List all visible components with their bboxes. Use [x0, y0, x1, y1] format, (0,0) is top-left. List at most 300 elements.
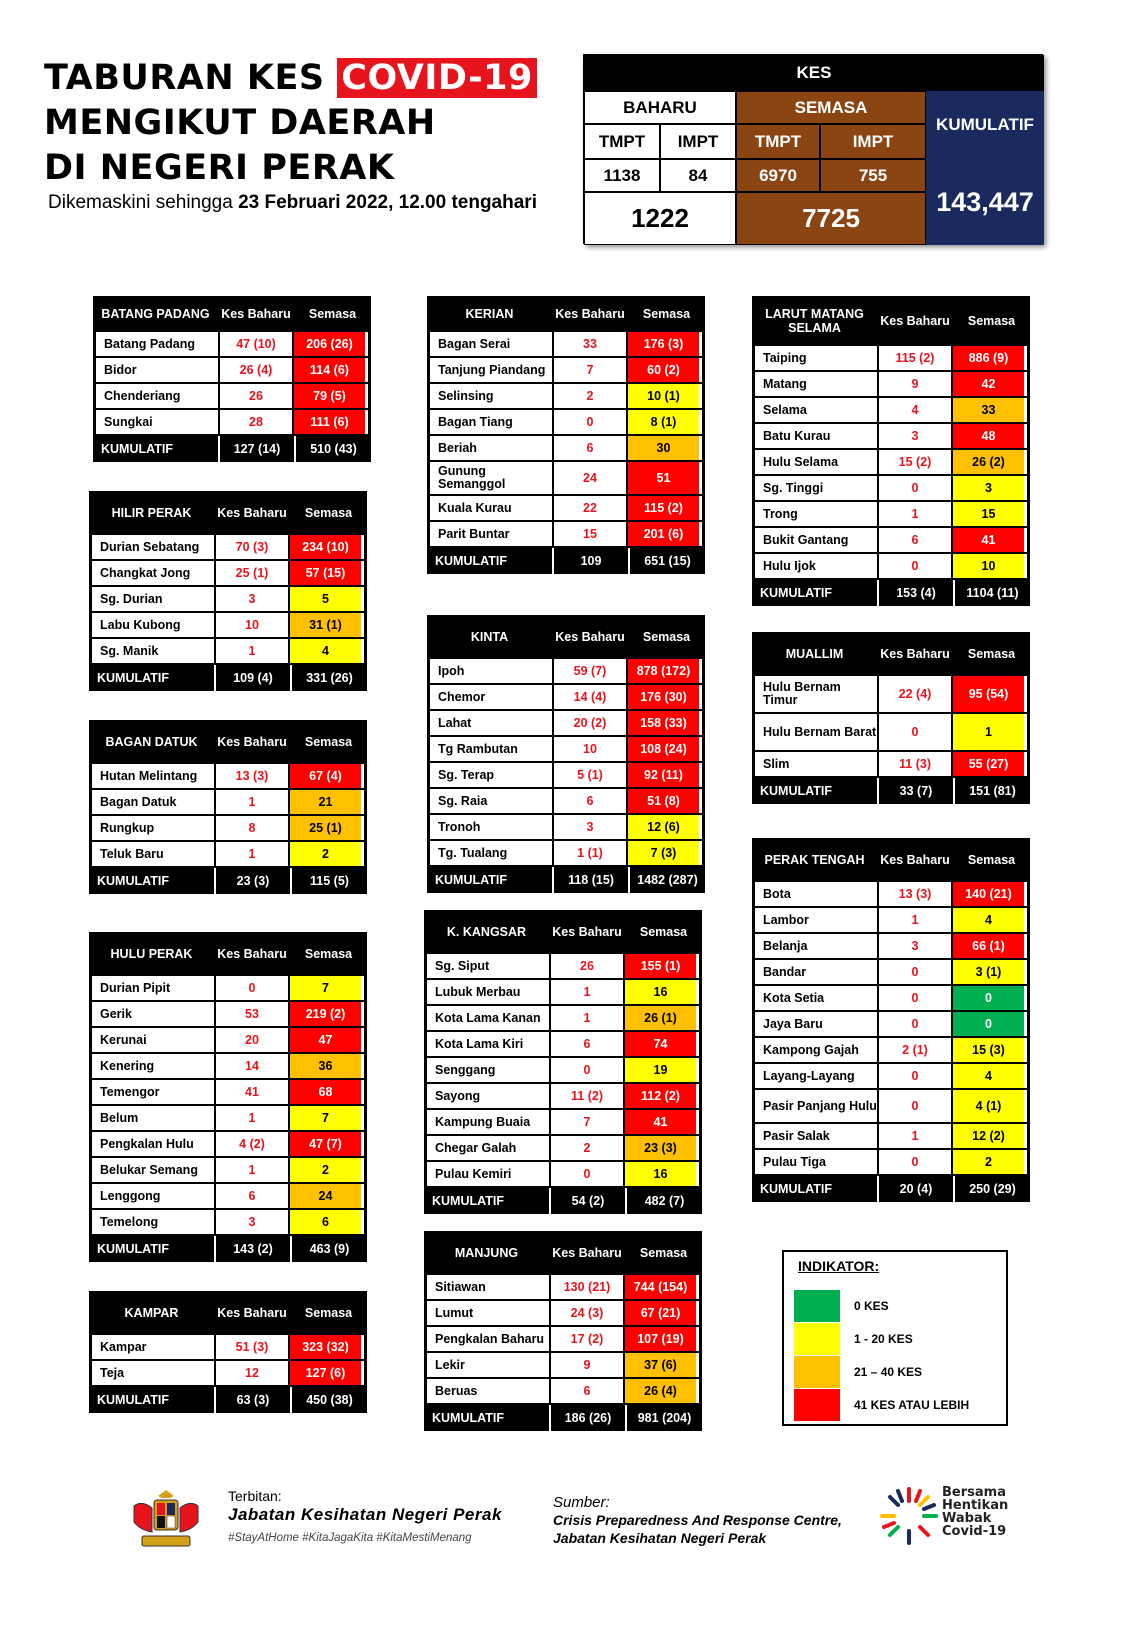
kes-baharu-value: 1 [214, 842, 290, 866]
kes-baharu-value: 0 [877, 1064, 953, 1088]
col-kes-baharu: Kes Baharu [555, 630, 625, 644]
kes-baharu-value: 26 [549, 954, 625, 978]
kes-baharu-value: 12 [214, 1361, 290, 1385]
semasa-value: 16 [625, 980, 696, 1004]
kes-baharu-value: 14 (4) [552, 685, 628, 709]
kes-baharu-value: 0 [877, 476, 953, 500]
table-row [424, 1058, 702, 1084]
semasa-value: 6 [290, 1210, 361, 1234]
area-name: Lubuk Merbau [427, 980, 549, 1004]
area-name: Temengor [92, 1080, 214, 1104]
kumulatif-row [93, 436, 371, 462]
area-name: Sg. Siput [427, 954, 549, 978]
indicator-label: 21 – 40 KES [854, 1365, 923, 1379]
indicator-swatch-yellow [794, 1323, 840, 1355]
area-name: Pasir Salak [755, 1124, 877, 1148]
total-semasa: 115 (5) [290, 868, 367, 894]
kes-baharu-value: 11 (2) [549, 1084, 625, 1108]
district-table-hulu-perak [89, 932, 367, 1262]
area-name: Sg. Raia [430, 789, 552, 813]
kes-baharu-value: 25 (1) [214, 561, 290, 585]
table-row [752, 1064, 1030, 1090]
semasa-value: 47 [290, 1028, 361, 1052]
district-name: MANJUNG [454, 1246, 519, 1260]
kes-baharu-value: 1 [214, 1106, 290, 1130]
table-row [427, 789, 705, 815]
publisher-label: Terbitan: [228, 1488, 282, 1504]
table-row [89, 976, 367, 1002]
semasa-value: 2 [290, 1158, 361, 1182]
total-baharu: 153 (4) [877, 580, 953, 606]
summary-box [583, 54, 1043, 244]
update-note-prefix: Dikemaskini sehingga [48, 192, 239, 213]
semasa-value: 68 [290, 1080, 361, 1104]
kumulatif-row [427, 548, 705, 574]
kes-baharu-value: 3 [214, 1210, 290, 1234]
kes-baharu-value: 15 (2) [877, 450, 953, 474]
semasa-value: 201 (6) [628, 522, 699, 546]
table-row [427, 436, 705, 462]
table-row [93, 332, 371, 358]
semasa-value: 47 (7) [290, 1132, 361, 1156]
total-semasa: 250 (29) [953, 1176, 1030, 1202]
area-name: Hulu Ijok [755, 554, 877, 578]
table-row [427, 685, 705, 711]
semasa-value: 23 (3) [625, 1136, 696, 1160]
kumulatif-label: KUMULATIF [760, 784, 832, 798]
kes-baharu-value: 3 [552, 815, 628, 839]
col-kes-baharu: Kes Baharu [217, 506, 287, 520]
area-name: Tg Rambutan [430, 737, 552, 761]
kes-baharu-value: 51 (3) [214, 1335, 290, 1359]
table-header [752, 296, 1030, 346]
area-name: Chegar Galah [427, 1136, 549, 1160]
semasa-value: 16 [625, 1162, 696, 1186]
table-row [89, 561, 367, 587]
semasa-value: 219 (2) [290, 1002, 361, 1026]
semasa-value: 744 (154) [625, 1275, 696, 1299]
total-baharu: 109 (4) [214, 665, 290, 691]
semasa-value: 24 [290, 1184, 361, 1208]
kes-baharu-value: 7 [549, 1110, 625, 1134]
table-row [752, 882, 1030, 908]
area-name: Sg. Terap [430, 763, 552, 787]
area-name: Sg. Tinggi [755, 476, 877, 500]
table-header [752, 838, 1030, 882]
semasa-value: 4 [290, 639, 361, 663]
col-kes-baharu: Kes Baharu [880, 647, 950, 661]
table-row [427, 332, 705, 358]
district-table-kerian [427, 296, 705, 574]
table-row [752, 908, 1030, 934]
col-kes-baharu: Kes Baharu [552, 1246, 622, 1260]
kes-baharu-value: 3 [214, 587, 290, 611]
semasa-value: 26 (2) [953, 450, 1024, 474]
source-label: Sumber: [553, 1494, 610, 1511]
semasa-value: 886 (9) [953, 346, 1024, 370]
semasa-value: 15 (3) [953, 1038, 1024, 1062]
district-table-k-kangsar [424, 910, 702, 1214]
table-header [427, 615, 705, 659]
district-name: HULU PERAK [110, 947, 193, 961]
table-row [89, 1184, 367, 1210]
total-semasa: 331 (26) [290, 665, 367, 691]
table-row [752, 960, 1030, 986]
area-name: Lambor [755, 908, 877, 932]
indicator-legend [782, 1250, 1008, 1426]
col-semasa: Semasa [642, 307, 691, 321]
kes-baharu-value: 70 (3) [214, 535, 290, 559]
table-row [424, 980, 702, 1006]
kes-baharu-value: 1 [214, 1158, 290, 1182]
kes-baharu-value: 0 [549, 1162, 625, 1186]
total-baharu: 63 (3) [214, 1387, 290, 1413]
semasa-value: 95 (54) [953, 676, 1024, 712]
semasa-value: 66 (1) [953, 934, 1024, 958]
kumulatif-label: KUMULATIF [760, 1182, 832, 1196]
source-line1: Crisis Preparedness And Response Centre, [553, 1512, 842, 1528]
kes-baharu-value: 1 [877, 1124, 953, 1148]
semasa-value: 3 [953, 476, 1024, 500]
table-row [89, 587, 367, 613]
kes-baharu-value: 1 [214, 639, 290, 663]
table-row [89, 1054, 367, 1080]
kes-baharu-value: 53 [214, 1002, 290, 1026]
semasa-value: 57 (15) [290, 561, 361, 585]
area-name: Matang [755, 372, 877, 396]
area-name: Ipoh [430, 659, 552, 683]
summary-semasa-impt: 755 [820, 159, 926, 192]
area-name: Bagan Serai [430, 332, 552, 356]
area-name: Beriah [430, 436, 552, 460]
area-name: Kota Lama Kiri [427, 1032, 549, 1056]
semasa-value: 234 (10) [290, 535, 361, 559]
table-row [427, 358, 705, 384]
indicator-swatch-red [794, 1389, 840, 1421]
kes-baharu-value: 17 (2) [549, 1327, 625, 1351]
table-row [752, 502, 1030, 528]
kes-baharu-value: 15 [552, 522, 628, 546]
kes-baharu-value: 8 [214, 816, 290, 840]
kumulatif-row [752, 778, 1030, 804]
kes-baharu-value: 3 [877, 934, 953, 958]
area-name: Hulu Selama [755, 450, 877, 474]
semasa-value: 7 [290, 1106, 361, 1130]
summary-baharu-impt: 84 [660, 159, 736, 192]
area-name: Selinsing [430, 384, 552, 408]
table-row [93, 384, 371, 410]
semasa-value: 41 [625, 1110, 696, 1134]
indicator-swatch-orange [794, 1356, 840, 1388]
hashtags: #StayAtHome #KitaJagaKita #KitaMestiMenang [228, 1532, 472, 1544]
area-name: Kampar [92, 1335, 214, 1359]
kumulatif-label: KUMULATIF [97, 1393, 169, 1407]
col-kes-baharu: Kes Baharu [552, 925, 622, 939]
col-kes-baharu: Kes Baharu [880, 853, 950, 867]
kes-baharu-value: 20 [214, 1028, 290, 1052]
col-semasa: Semasa [967, 853, 1016, 867]
col-semasa: Semasa [639, 1246, 688, 1260]
table-row [89, 764, 367, 790]
area-name: Slim [755, 752, 877, 776]
table-row [752, 1038, 1030, 1064]
semasa-value: 323 (32) [290, 1335, 361, 1359]
indicator-swatch-green [794, 1290, 840, 1322]
kes-baharu-value: 13 (3) [214, 764, 290, 788]
title-line1: TABURAN KES [44, 58, 338, 98]
kumulatif-label: KUMULATIF [97, 874, 169, 888]
source-line2: Jabatan Kesihatan Negeri Perak [553, 1530, 767, 1546]
table-row [427, 711, 705, 737]
semasa-value: 108 (24) [628, 737, 699, 761]
area-name: Durian Pipit [92, 976, 214, 1000]
table-row [424, 1136, 702, 1162]
area-name: Tanjung Piandang [430, 358, 552, 382]
kes-baharu-value: 1 [214, 790, 290, 814]
area-name: Trong [755, 502, 877, 526]
semasa-value: 33 [953, 398, 1024, 422]
kes-baharu-value: 115 (2) [877, 346, 953, 370]
col-semasa: Semasa [639, 925, 688, 939]
semasa-value: 60 (2) [628, 358, 699, 382]
table-row [424, 1084, 702, 1110]
table-row [427, 737, 705, 763]
col-kes-baharu: Kes Baharu [217, 1306, 287, 1320]
semasa-value: 155 (1) [625, 954, 696, 978]
table-row [89, 613, 367, 639]
table-row [752, 676, 1030, 714]
table-row [427, 462, 705, 496]
area-name: Belukar Semang [92, 1158, 214, 1182]
district-name: BAGAN DATUK [105, 735, 198, 749]
district-table-batang-padang [93, 296, 371, 462]
total-semasa: 151 (81) [953, 778, 1030, 804]
area-name: Batang Padang [96, 332, 218, 356]
table-row [89, 1080, 367, 1106]
semasa-value: 79 (5) [294, 384, 365, 408]
kes-baharu-value: 0 [877, 1012, 953, 1036]
district-name: KINTA [470, 630, 509, 644]
kes-baharu-value: 1 [877, 908, 953, 932]
area-name: Durian Sebatang [92, 535, 214, 559]
kumulatif-label: KUMULATIF [97, 671, 169, 685]
table-row [427, 841, 705, 867]
semasa-value: 7 (3) [628, 841, 699, 865]
kes-baharu-value: 0 [552, 410, 628, 434]
semasa-value: 30 [628, 436, 699, 460]
area-name: Teja [92, 1361, 214, 1385]
area-name: Batu Kurau [755, 424, 877, 448]
kes-baharu-value: 26 (4) [218, 358, 294, 382]
table-row [89, 1210, 367, 1236]
area-name: Senggang [427, 1058, 549, 1082]
kumulatif-label: KUMULATIF [432, 1411, 504, 1425]
table-header [752, 632, 1030, 676]
area-name: Changkat Jong [92, 561, 214, 585]
col-kes-baharu: Kes Baharu [217, 735, 287, 749]
district-name: K. KANGSAR [446, 925, 527, 939]
summary-baharu-header: BAHARU [584, 91, 736, 124]
area-name: Belanja [755, 934, 877, 958]
campaign-sun-icon [878, 1485, 940, 1547]
area-name: Beruas [427, 1379, 549, 1403]
kumulatif-row [752, 1176, 1030, 1202]
table-row [89, 790, 367, 816]
semasa-value: 55 (27) [953, 752, 1024, 776]
semasa-value: 10 (1) [628, 384, 699, 408]
table-row [424, 1275, 702, 1301]
kes-baharu-value: 130 (21) [549, 1275, 625, 1299]
semasa-value: 4 (1) [953, 1090, 1024, 1122]
semasa-value: 176 (3) [628, 332, 699, 356]
area-name: Gerik [92, 1002, 214, 1026]
semasa-value: 115 (2) [628, 496, 699, 520]
area-name: Kenering [92, 1054, 214, 1078]
kes-baharu-value: 33 [552, 332, 628, 356]
table-header [89, 720, 367, 764]
col-kes-baharu: Kes Baharu [880, 314, 950, 328]
kes-baharu-value: 59 (7) [552, 659, 628, 683]
semasa-value: 15 [953, 502, 1024, 526]
total-baharu: 127 (14) [218, 436, 294, 462]
district-name: MUALLIM [785, 647, 844, 661]
semasa-value: 127 (6) [290, 1361, 361, 1385]
state-crest-icon [124, 1486, 208, 1554]
table-row [89, 1158, 367, 1184]
kes-baharu-value: 1 [549, 1006, 625, 1030]
kumulatif-label: KUMULATIF [97, 1242, 169, 1256]
indicator-label: 41 KES ATAU LEBIH [854, 1398, 970, 1412]
kumulatif-row [424, 1188, 702, 1214]
kes-baharu-value: 10 [552, 737, 628, 761]
table-row [752, 752, 1030, 778]
total-semasa: 981 (204) [625, 1405, 702, 1431]
indicator-item [794, 1356, 1004, 1388]
kes-baharu-value: 41 [214, 1080, 290, 1104]
kumulatif-row [89, 665, 367, 691]
col-kes-baharu: Kes Baharu [217, 947, 287, 961]
col-semasa: Semasa [642, 630, 691, 644]
semasa-value: 140 (21) [953, 882, 1024, 906]
table-row [424, 1110, 702, 1136]
semasa-value: 4 [953, 1064, 1024, 1088]
slogan-line: Wabak [942, 1511, 992, 1526]
table-row [752, 554, 1030, 580]
kes-baharu-value: 6 [552, 789, 628, 813]
table-row [89, 1002, 367, 1028]
total-semasa: 510 (43) [294, 436, 371, 462]
area-name: Bagan Tiang [430, 410, 552, 434]
kes-baharu-value: 20 (2) [552, 711, 628, 735]
district-name: KERIAN [465, 307, 514, 321]
page-title [44, 56, 537, 191]
summary-baharu-tmpt-label: TMPT [584, 124, 660, 159]
area-name: Labu Kubong [92, 613, 214, 637]
table-row [752, 714, 1030, 752]
kumulatif-label: KUMULATIF [435, 554, 507, 568]
area-name: Rungkup [92, 816, 214, 840]
col-kes-baharu: Kes Baharu [221, 307, 291, 321]
area-name: Temelong [92, 1210, 214, 1234]
table-row [752, 986, 1030, 1012]
table-header [89, 491, 367, 535]
col-semasa: Semasa [967, 314, 1016, 328]
semasa-value: 26 (1) [625, 1006, 696, 1030]
table-row [424, 1006, 702, 1032]
area-name: Bagan Datuk [92, 790, 214, 814]
kes-baharu-value: 1 [549, 980, 625, 1004]
total-baharu: 20 (4) [877, 1176, 953, 1202]
area-name: Kampung Buaia [427, 1110, 549, 1134]
indicator-label: 1 - 20 KES [854, 1332, 913, 1346]
district-name: BATANG PADANG [101, 307, 210, 321]
total-baharu: 54 (2) [549, 1188, 625, 1214]
district-name: PERAK TENGAH [764, 853, 865, 867]
area-name: Lahat [430, 711, 552, 735]
summary-baharu-impt-label: IMPT [660, 124, 736, 159]
col-kes-baharu: Kes Baharu [555, 307, 625, 321]
district-table-hilir-perak [89, 491, 367, 691]
title-line2: MENGIKUT DAERAH [44, 103, 436, 143]
kes-baharu-value: 2 [552, 384, 628, 408]
indicator-item [794, 1389, 1004, 1421]
semasa-value: 19 [625, 1058, 696, 1082]
indicator-label: 0 KES [854, 1299, 889, 1313]
kes-baharu-value: 2 (1) [877, 1038, 953, 1062]
summary-semasa-impt-label: IMPT [820, 124, 926, 159]
table-row [752, 450, 1030, 476]
kes-baharu-value: 28 [218, 410, 294, 434]
district-table-perak-tengah [752, 838, 1030, 1202]
semasa-value: 48 [953, 424, 1024, 448]
area-name: Lumut [427, 1301, 549, 1325]
table-row [752, 1124, 1030, 1150]
indicator-item [794, 1323, 1004, 1355]
kes-baharu-value: 24 (3) [549, 1301, 625, 1325]
area-name: Lekir [427, 1353, 549, 1377]
semasa-value: 37 (6) [625, 1353, 696, 1377]
summary-baharu-total: 1222 [584, 192, 736, 245]
kes-baharu-value: 0 [877, 986, 953, 1010]
total-baharu: 109 [552, 548, 628, 574]
semasa-value: 176 (30) [628, 685, 699, 709]
semasa-value: 12 (2) [953, 1124, 1024, 1148]
kes-baharu-value: 7 [552, 358, 628, 382]
table-row [752, 1012, 1030, 1038]
kumulatif-label: KUMULATIF [435, 873, 507, 887]
semasa-value: 25 (1) [290, 816, 361, 840]
kes-baharu-value: 0 [877, 960, 953, 984]
area-name: Bukit Gantang [755, 528, 877, 552]
table-row [752, 476, 1030, 502]
semasa-value: 74 [625, 1032, 696, 1056]
total-semasa: 463 (9) [290, 1236, 367, 1262]
summary-semasa-total: 7725 [736, 192, 926, 245]
area-name: Sitiawan [427, 1275, 549, 1299]
table-row [752, 1090, 1030, 1124]
summary-semasa-tmpt: 6970 [736, 159, 820, 192]
area-name: Kerunai [92, 1028, 214, 1052]
area-name: Bota [755, 882, 877, 906]
semasa-value: 158 (33) [628, 711, 699, 735]
table-header [89, 1291, 367, 1335]
table-row [89, 639, 367, 665]
kes-baharu-value: 14 [214, 1054, 290, 1078]
area-name: Kota Lama Kanan [427, 1006, 549, 1030]
kes-baharu-value: 0 [877, 714, 953, 750]
kes-baharu-value: 0 [877, 554, 953, 578]
table-row [89, 842, 367, 868]
